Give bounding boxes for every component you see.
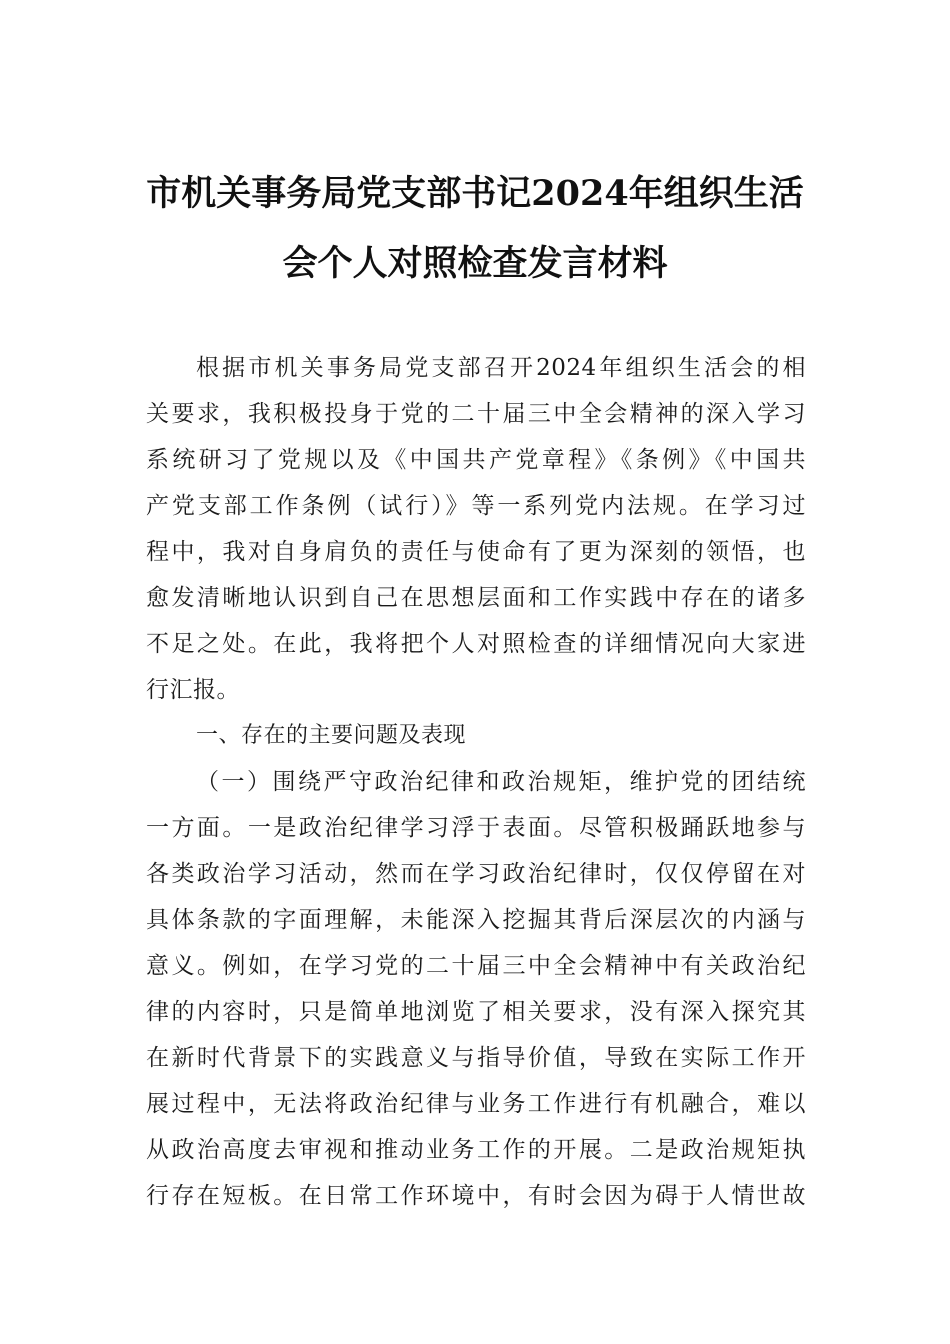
paragraph-line: 具体条款的字面理解，未能深入挖掘其背后深层次的内涵与 [146,907,806,933]
document-title-line-1: 市机关事务局党支部书记2024年组织生活 [146,173,804,214]
paragraph-line: 意义。例如，在学习党的二十届三中全会精神中有关政治纪 [146,953,806,979]
paragraph-line: （一）围绕严守政治纪律和政治规矩，维护党的团结统 [196,769,806,795]
paragraph-line: 根据市机关事务局党支部召开2024年组织生活会的相 [196,355,806,381]
paragraph-line: 律的内容时，只是简单地浏览了相关要求，没有深入探究其 [146,999,806,1025]
paragraph-line: 系统研习了党规以及《中国共产党章程》《条例》《中国共 [146,447,806,473]
document-title-line-2: 会个人对照检查发言材料 [282,243,668,284]
paragraph-line: 愈发清晰地认识到自己在思想层面和工作实践中存在的诸多 [146,585,806,611]
section-heading: 一、存在的主要问题及表现 [196,723,467,748]
paragraph-line: 不足之处。在此，我将把个人对照检查的详细情况向大家进 [146,631,806,657]
paragraph-line: 关要求，我积极投身于党的二十届三中全会精神的深入学习 [146,401,806,427]
paragraph-line: 行汇报。 [146,677,240,703]
paragraph-line: 一方面。一是政治纪律学习浮于表面。尽管积极踊跃地参与 [146,815,806,841]
paragraph-line: 程中，我对自身肩负的责任与使命有了更为深刻的领悟，也 [146,539,806,565]
paragraph-line: 各类政治学习活动，然而在学习政治纪律时，仅仅停留在对 [146,861,806,887]
paragraph-line: 在新时代背景下的实践意义与指导价值，导致在实际工作开 [146,1045,806,1071]
paragraph-line: 从政治高度去审视和推动业务工作的开展。二是政治规矩执 [146,1137,806,1163]
paragraph-line: 展过程中，无法将政治纪律与业务工作进行有机融合，难以 [146,1091,806,1117]
paragraph-line: 产党支部工作条例（试行）》等一系列党内法规。在学习过 [146,493,806,519]
paragraph-line: 行存在短板。在日常工作环境中，有时会因为碍于人情世故 [146,1183,806,1209]
